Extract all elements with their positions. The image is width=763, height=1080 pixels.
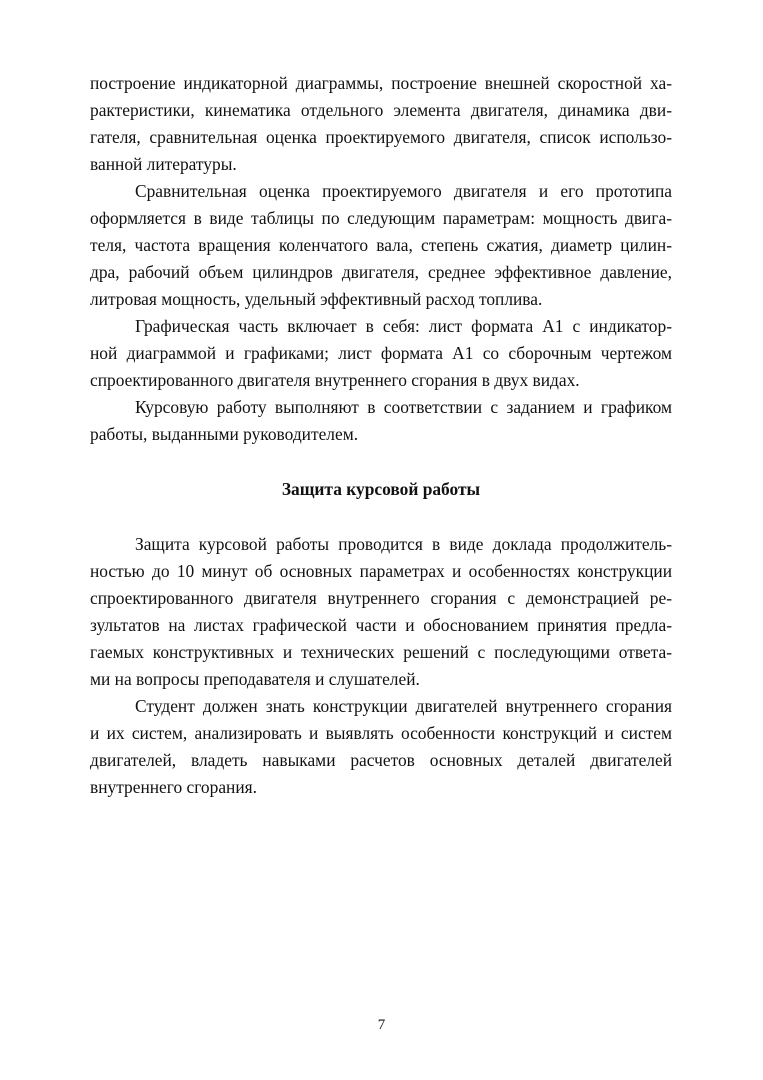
paragraph-2-line-1: Сравнительная оценка проектируемого двигателя и его прототипа — [135, 181, 672, 201]
section-paragraph-1-line-4: зультатов на листах графической части и обоснованием принятия предла- — [90, 615, 672, 635]
paragraph-4-line-2: работы, выданными руководителем. — [90, 424, 359, 444]
section-heading: Защита курсовой работы — [281, 479, 481, 499]
page-number: 7 — [377, 1017, 386, 1033]
section-paragraph-1-line-3: спроектированного двигателя внутреннего сгорания с демонстрацией ре- — [90, 588, 672, 608]
section-paragraph-2-line-2: и их систем, анализировать и выявлять особенности конструкций и систем — [90, 723, 672, 743]
section-paragraph-2-line-1: Студент должен знать конструкции двигателей внутреннего сгорания — [135, 696, 672, 716]
section-paragraph-1-line-1: Защита курсовой работы проводится в виде доклада продолжитель- — [135, 534, 672, 554]
section-paragraph-1-line-5: гаемых конструктивных и технических решений с последующими ответа- — [90, 642, 672, 662]
paragraph-1-line-2: рактеристики, кинематика отдельного элемента двигателя, динамика дви- — [90, 100, 672, 120]
paragraph-2-line-2: оформляется в виде таблицы по следующим параметрам: мощность двига- — [90, 208, 672, 228]
paragraph-4-line-1: Курсовую работу выполняют в соответствии с заданием и графиком — [135, 397, 672, 417]
paragraph-3-line-1: Графическая часть включает в себя: лист формата А1 с индикатор- — [135, 316, 672, 336]
paragraph-2-line-5: литровая мощность, удельный эффективный расход топлива. — [90, 289, 543, 309]
paragraph-1-line-4: ванной литературы. — [90, 154, 237, 174]
paragraph-2-line-3: теля, частота вращения коленчатого вала, степень сжатия, диаметр цилин- — [90, 235, 672, 255]
paragraph-1-line-1: построение индикаторной диаграммы, построение внешней скоростной ха- — [90, 73, 672, 93]
section-paragraph-1-line-2: ностью до 10 минут об основных параметрах и особенностях конструкции — [90, 561, 672, 581]
section-paragraph-2-line-4: внутреннего сгорания. — [90, 777, 258, 797]
paragraph-3-line-3: спроектированного двигателя внутреннего сгорания в двух видах. — [90, 370, 580, 390]
paragraph-1-line-3: гателя, сравнительная оценка проектируемого двигателя, список использо- — [90, 127, 672, 147]
paragraph-2-line-4: дра, рабочий объем цилиндров двигателя, среднее эффективное давление, — [90, 262, 672, 282]
section-paragraph-2-line-3: двигателей, владеть навыками расчетов основных деталей двигателей — [90, 750, 672, 770]
section-paragraph-1-line-6: ми на вопросы преподавателя и слушателей. — [90, 669, 420, 689]
paragraph-3-line-2: ной диаграммой и графиками; лист формата А1 со сборочным чертежом — [90, 343, 672, 363]
